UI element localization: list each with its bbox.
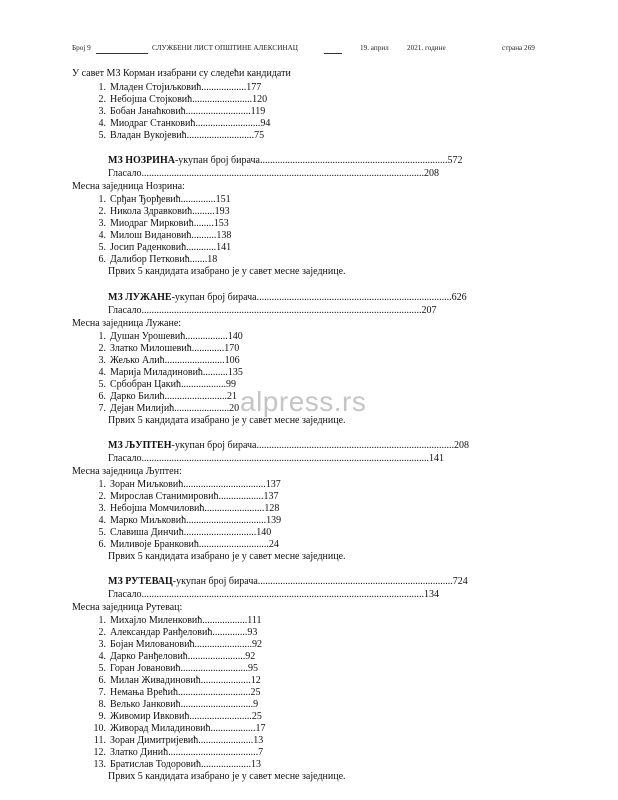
issue-year: 2021. године: [407, 44, 446, 52]
turnout-line: Гласало.................................................................................................................208: [108, 168, 440, 179]
section-heading: МЗ РУТЕВАЦ-укупан број бирача..............................................................................724: [108, 576, 468, 587]
issue-number: Број 9: [72, 44, 91, 52]
header-rule: [324, 53, 342, 54]
turnout-line: Гласало.................................................................................................................134: [108, 589, 440, 600]
publication-title: СЛУЖБЕНИ ЛИСТ ОПШТИНЕ АЛЕКСИНАЦ: [152, 44, 298, 52]
page-number: страна 269: [502, 44, 535, 52]
community-label: Месна заједница Љуптен:: [72, 466, 182, 477]
result-note: Првих 5 кандидата изабрано је у савет месне заједнице.: [108, 551, 346, 562]
document-page: Број 9 СЛУЖБЕНИ ЛИСТ ОПШТИНЕ АЛЕКСИНАЦ 19. април 2021. године страна 269 У савет МЗ Корман изабрани су следећи кандидати 1. Младен Стојиљковић..................177 2. Небојша Стојковић........................120 3. Бобан Јанаћковић..........................119 4. Миодраг Станковић..........................94 5. Владан Вукојевић...........................75 МЗ НОЗРИНА-укупан број бирача...........................................................................572 Гласало.................................................................................................................208 Месна заједница Нозрина: 1. Срђан Ђорђевић..............151 2. Никола Здравковић.........193 3. Миодраг Мирковић........153 4. Милош Видановић..........138 5. Јосип Раденковић............141 6. Далибор Петковић.......18 Првих 5 кандидата изабрано је у савет месне заједнице. МЗ ЛУЖАНЕ-укупан број бирача..............................................................................626 Гласало................................................................................................................207 Месна заједница Лужане: 1. Душан Урошевић.................140 2. Златко Милошевић.............170 3. Жељко Алић........................106 4. Марија Миладиновић..........135 5. Србобран Цакић..................99 6. Дарко Билић.........................21 7. Дејан Милијић......................20 Првих 5 кандидата изабрано је у савет месне заједнице. МЗ ЉУПТЕН-укупан број бирача...............................................................................208 Гласало...................................................................................................................141 Месна заједница Љуптен: 1. Зоран Миљковић.................................137 2. Мирослав Станимировић..................137 3. Небојша Момчиловић........................128 4. Марко Миљковић................................139 5. Славиша Динчић.............................140 6. Миливоје Бранковић............................24 Првих 5 кандидата изабрано је у савет месне заједнице. МЗ РУТЕВАЦ-укупан број бирача..............................................................................724 Гласало.................................................................................................................134 Месна заједница Рутевац: 1. Михајло Миленковић..................111 2. Александар Ранђеловић..............93 3. Бојан Милованови̇ћ.......................92 4. Дарко Ранђеловић.......................92 5. Горан Јовановић...........................95 6. Милан Живадиновић....................12 7. Немања Врећић.............................25 8. Велько Јанковић.............................9 9. Живомир Ивковић.........................25 10. Живорад Миладиновић..................17 11. Зоран Димитријевић......................13 12. Златко Динић....................................7 13. Братислав Тодоровић....................13 Првих 5 кандидата изабрано је у савет месне заједнице. alpress.rs: [72, 44, 535, 782]
community-label: Месна заједница Рутевац:: [72, 602, 183, 613]
result-note: Првих 5 кандидата изабрано је у савет месне заједнице.: [108, 415, 346, 426]
issue-date: 19. април: [360, 44, 389, 52]
result-note: Првих 5 кандидата изабрано је у савет месне заједнице.: [108, 266, 346, 277]
result-note: Првих 5 кандидата изабрано је у савет месне заједнице.: [108, 771, 346, 782]
section-heading: МЗ НОЗРИНА-укупан број бирача...........................................................................572: [108, 155, 463, 166]
header-rule: [96, 53, 148, 54]
turnout-line: Гласало................................................................................................................207: [108, 305, 437, 316]
section-heading: МЗ ЛУЖАНЕ-укупан број бирача..............................................................................626: [108, 292, 467, 303]
community-label: Месна заједница Лужане:: [72, 318, 182, 329]
section-heading: МЗ ЉУПТЕН-укупан број бирача...............................................................................208: [108, 440, 469, 451]
community-label: Месна заједница Нозрина:: [72, 181, 185, 192]
turnout-line: Гласало...................................................................................................................141: [108, 453, 445, 464]
intro-text: У савет МЗ Корман изабрани су следећи кандидати: [72, 68, 291, 79]
watermark: alpress.rs: [240, 386, 367, 417]
